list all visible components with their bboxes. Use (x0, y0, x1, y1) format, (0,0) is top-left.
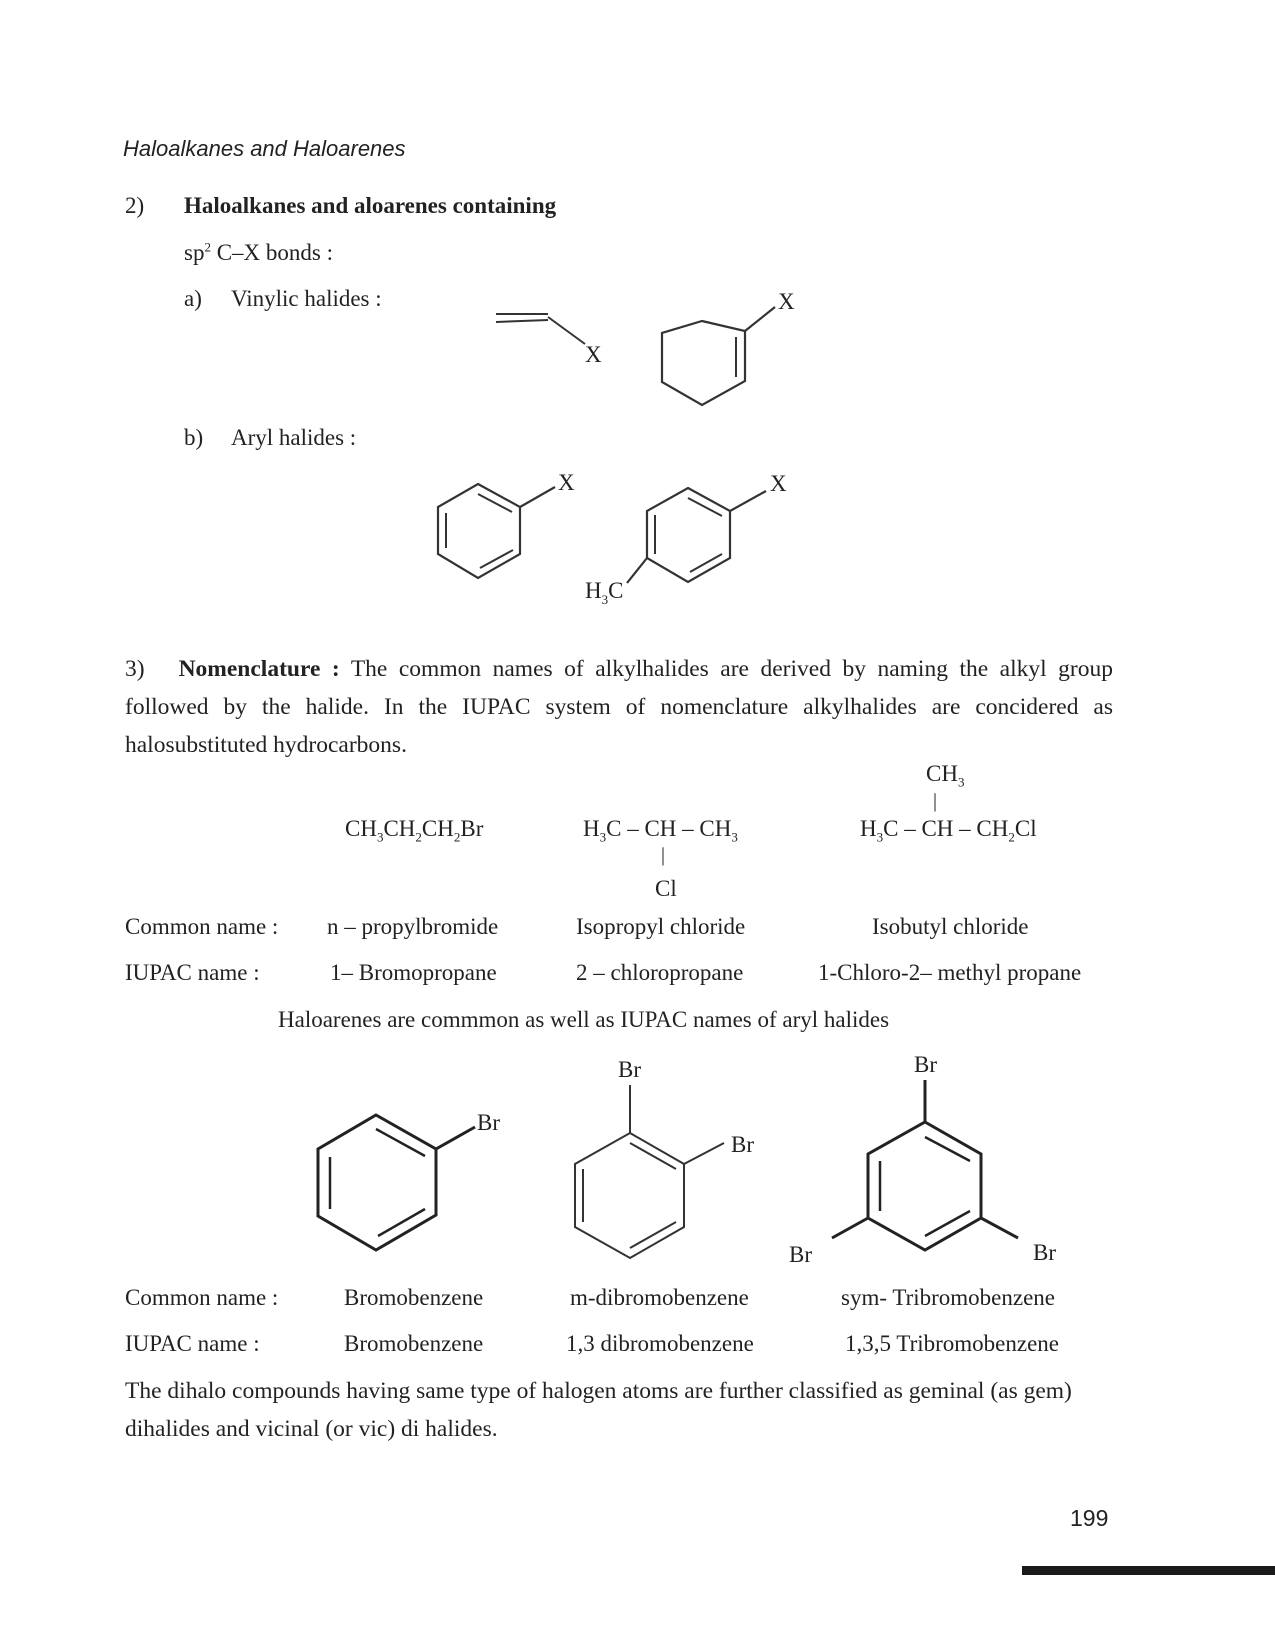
bromobenzene-structure (310, 1105, 530, 1265)
methyl-c: C (608, 578, 624, 603)
f2-s2: 3 (731, 829, 738, 845)
f1-c1: CH (345, 816, 377, 841)
aryl-common-2: m-dibromobenzene (570, 1285, 749, 1310)
f2-c2: C – CH – CH (606, 816, 732, 841)
cyclohexenyl-x-label: X (778, 289, 795, 314)
alkyl-iupac-label: IUPAC name : (125, 960, 260, 985)
vinyl-halide-structure (490, 300, 610, 370)
dibromo-br-right-label: Br (731, 1132, 754, 1157)
alkyl-iupac-2: 2 – chloropropane (576, 960, 744, 985)
running-header: Haloalkanes and Haloarenes (123, 136, 406, 161)
tribromo-br-left-label: Br (789, 1242, 812, 1267)
alkyl-common-1: n – propylbromide (327, 914, 499, 939)
f2-bond: | (661, 844, 666, 866)
aryl-common-1: Bromobenzene (344, 1285, 484, 1310)
vinyl-x-label: X (585, 342, 602, 367)
item-a-label: Vinylic halides : (231, 286, 382, 311)
subtitle-rest: C–X bonds : (210, 240, 333, 265)
aryl-iupac-3: 1,3,5 Tribromobenzene (845, 1331, 1060, 1356)
f3-bond: | (933, 790, 938, 812)
methyl-h: H (585, 578, 602, 603)
haloarenes-note: Haloarenes are commmon as well as IUPAC names of aryl halides (278, 1007, 890, 1032)
item-b-letter: b) (184, 425, 204, 450)
methyl-label (585, 578, 623, 607)
f3-s2: 2 (1008, 829, 1015, 845)
section-2-title: Haloalkanes and aloarenes containing (184, 193, 557, 218)
methyl-sub: 3 (601, 592, 609, 607)
f3-above-sub: 3 (957, 774, 965, 790)
aryl-iupac-1: Bromobenzene (344, 1331, 484, 1356)
tribromo-br-right-label: Br (1033, 1240, 1056, 1265)
f2-below: Cl (655, 876, 677, 901)
formula-isobutyl-chloride (860, 815, 1037, 843)
subtitle-prefix: sp (184, 240, 205, 265)
f1-s2: 2 (415, 829, 422, 845)
section-2-subtitle (184, 239, 333, 267)
subtitle-sup: 2 (204, 239, 211, 255)
f3-c1: H (860, 816, 877, 841)
f1-c3: CH (421, 816, 454, 841)
f3-above-ch: CH (926, 761, 958, 786)
dibromobenzene-structure (560, 1055, 780, 1255)
page-number: 199 (1070, 1505, 1109, 1531)
footer-rule (1022, 1566, 1275, 1575)
closing-paragraph: The dihalo compounds having same type of halogen atoms are further classified as geminal (as gem) dihalides and vicinal (or vic) di halides. (125, 1378, 1072, 1442)
section-3-number: 3) (125, 656, 145, 682)
aryl-iupac-label: IUPAC name : (125, 1331, 260, 1356)
f2-c1: H (583, 816, 600, 841)
f2-s1: 3 (599, 829, 607, 845)
bromobenzene-br-label: Br (477, 1110, 500, 1135)
aryl-x-label: X (558, 470, 575, 495)
f3-s1: 3 (876, 829, 884, 845)
aryl-halide-structure (430, 470, 580, 590)
section-3-text: The common names of alkylhalides are derived by naming the alkyl group followed by the halide. In the IUPAC system of nomenclature alkylhalides are concidered as halosubstituted hydrocarbons. (125, 656, 1113, 758)
f3-c2: C – CH – CH (883, 816, 1009, 841)
f3-above (926, 760, 964, 788)
methyl-aryl-halide-structure (580, 470, 800, 610)
tribromobenzene-structure (780, 1050, 1070, 1265)
item-b-label: Aryl halides : (231, 425, 357, 450)
alkyl-iupac-3: 1-Chloro-2– methyl propane (818, 960, 1082, 985)
aryl-common-label: Common name : (125, 1285, 279, 1310)
dibromo-br-top-label: Br (618, 1057, 641, 1082)
section-3-title: Nomenclature : (178, 656, 340, 682)
f3-c3: Cl (1014, 816, 1037, 841)
alkyl-iupac-1: 1– Bromopropane (330, 960, 497, 985)
formula-isopropyl-chloride (583, 815, 738, 843)
f1-c4: Br (460, 816, 484, 841)
aryl-iupac-2: 1,3 dibromobenzene (566, 1331, 754, 1356)
alkyl-common-3: Isobutyl chloride (872, 914, 1029, 939)
formula-propylbromide (345, 815, 483, 843)
cyclohexenyl-halide-structure (650, 285, 800, 415)
alkyl-common-label: Common name : (125, 914, 279, 939)
f1-s1: 3 (376, 829, 384, 845)
item-a-letter: a) (184, 286, 202, 311)
section-2-number: 2) (125, 193, 145, 218)
f1-s3: 2 (453, 829, 461, 845)
aryl-common-3: sym- Tribromobenzene (841, 1285, 1056, 1310)
f1-c2: CH (383, 816, 416, 841)
methyl-aryl-x-label: X (770, 471, 787, 496)
alkyl-common-2: Isopropyl chloride (576, 914, 746, 939)
section-3-paragraph (125, 650, 1113, 764)
tribromo-br-top-label: Br (914, 1052, 937, 1077)
